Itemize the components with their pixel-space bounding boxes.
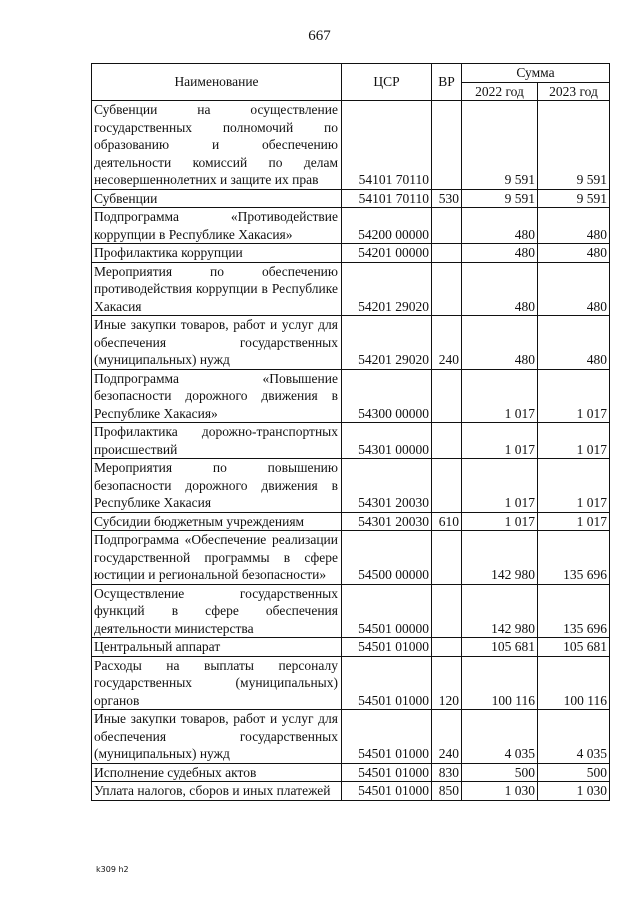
row-amount-2022-cell: 142 980 [462, 531, 538, 585]
row-csr-cell: 54501 01000 [342, 710, 432, 764]
row-vr-cell [432, 101, 462, 190]
row-amount-2022-cell: 9 591 [462, 189, 538, 208]
table-row [92, 710, 610, 764]
row-vr-cell: 610 [432, 512, 462, 531]
table-row [92, 423, 610, 459]
row-csr-cell: 54501 01000 [342, 656, 432, 710]
row-csr-cell: 54500 00000 [342, 531, 432, 585]
row-amount-2022-cell: 9 591 [462, 101, 538, 190]
row-name-cell: Субсидии бюджетным учреждениям [92, 512, 342, 531]
row-vr-cell [432, 369, 462, 423]
row-amount-2022-cell: 480 [462, 208, 538, 244]
footer-code: k309 h2 [96, 865, 129, 874]
row-csr-cell: 54501 01000 [342, 782, 432, 801]
row-csr-cell: 54501 00000 [342, 584, 432, 638]
table-row [92, 244, 610, 263]
table-row [92, 101, 610, 190]
row-name-cell: Уплата налогов, сборов и иных платежей [92, 782, 342, 801]
row-amount-2022-cell: 500 [462, 763, 538, 782]
row-amount-2022-cell: 1 017 [462, 369, 538, 423]
row-csr-cell: 54301 00000 [342, 423, 432, 459]
row-csr-cell: 54301 20030 [342, 459, 432, 513]
row-vr-cell [432, 531, 462, 585]
row-name-cell: Центральный аппарат [92, 638, 342, 657]
row-vr-cell [432, 423, 462, 459]
row-amount-2022-cell: 480 [462, 316, 538, 370]
row-csr-cell: 54501 01000 [342, 638, 432, 657]
row-amount-2022-cell: 105 681 [462, 638, 538, 657]
row-name-cell: Профилактика дорожно-транспортных происшествий [92, 423, 342, 459]
table-row [92, 656, 610, 710]
row-name-cell: Осуществление государственных функций в сфере обеспечения деятельности министерства [92, 584, 342, 638]
row-amount-2023-cell: 480 [538, 316, 610, 370]
page-number: 667 [308, 28, 331, 44]
row-amount-2023-cell: 1 030 [538, 782, 610, 801]
row-amount-2022-cell: 4 035 [462, 710, 538, 764]
table-row [92, 459, 610, 513]
row-name-cell: Подпрограмма «Повышение безопасности дорожного движения в Республике Хакасия» [92, 369, 342, 423]
row-amount-2023-cell: 1 017 [538, 369, 610, 423]
row-amount-2023-cell: 4 035 [538, 710, 610, 764]
row-vr-cell: 240 [432, 316, 462, 370]
row-amount-2023-cell: 105 681 [538, 638, 610, 657]
row-vr-cell [432, 244, 462, 263]
row-amount-2023-cell: 100 116 [538, 656, 610, 710]
row-name-cell: Подпрограмма «Противодействие коррупции в Республике Хакасия» [92, 208, 342, 244]
table-body [92, 101, 610, 801]
table-row [92, 316, 610, 370]
header-sum: Сумма [462, 64, 610, 83]
row-csr-cell: 54201 00000 [342, 244, 432, 263]
row-amount-2022-cell: 1 030 [462, 782, 538, 801]
row-amount-2022-cell: 480 [462, 262, 538, 316]
row-csr-cell: 54101 70110 [342, 101, 432, 190]
row-csr-cell: 54301 20030 [342, 512, 432, 531]
row-vr-cell: 830 [432, 763, 462, 782]
row-name-cell: Исполнение судебных актов [92, 763, 342, 782]
row-vr-cell [432, 584, 462, 638]
header-year-2023: 2023 год [538, 82, 610, 101]
row-name-cell: Профилактика коррупции [92, 244, 342, 263]
header-vr: ВР [432, 64, 462, 101]
row-csr-cell: 54501 01000 [342, 763, 432, 782]
table-row [92, 531, 610, 585]
row-csr-cell: 54300 00000 [342, 369, 432, 423]
row-amount-2023-cell: 480 [538, 244, 610, 263]
row-name-cell: Субвенции [92, 189, 342, 208]
row-vr-cell: 530 [432, 189, 462, 208]
row-csr-cell: 54201 29020 [342, 316, 432, 370]
row-vr-cell [432, 638, 462, 657]
row-amount-2023-cell: 480 [538, 262, 610, 316]
table-row [92, 782, 610, 801]
table-row [92, 262, 610, 316]
row-name-cell: Расходы на выплаты персоналу государственных (муниципальных) органов [92, 656, 342, 710]
row-amount-2023-cell: 1 017 [538, 512, 610, 531]
row-amount-2022-cell: 1 017 [462, 512, 538, 531]
row-vr-cell [432, 208, 462, 244]
row-name-cell: Подпрограмма «Обеспечение реализации государственной программы в сфере юстиции и региональной безопасности» [92, 531, 342, 585]
row-vr-cell [432, 459, 462, 513]
table-row [92, 763, 610, 782]
table-row [92, 189, 610, 208]
row-amount-2022-cell: 100 116 [462, 656, 538, 710]
row-amount-2023-cell: 135 696 [538, 584, 610, 638]
header-name: Наименование [92, 64, 342, 101]
table-row [92, 584, 610, 638]
row-amount-2022-cell: 142 980 [462, 584, 538, 638]
row-amount-2022-cell: 480 [462, 244, 538, 263]
table-row [92, 369, 610, 423]
row-amount-2023-cell: 135 696 [538, 531, 610, 585]
budget-table [91, 63, 610, 801]
table-row [92, 638, 610, 657]
row-name-cell: Мероприятия по обеспечению противодействия коррупции в Республике Хакасия [92, 262, 342, 316]
row-vr-cell: 850 [432, 782, 462, 801]
row-amount-2023-cell: 500 [538, 763, 610, 782]
header-csr: ЦСР [342, 64, 432, 101]
row-amount-2023-cell: 9 591 [538, 189, 610, 208]
header-year-2022: 2022 год [462, 82, 538, 101]
row-csr-cell: 54201 29020 [342, 262, 432, 316]
row-vr-cell [432, 262, 462, 316]
row-csr-cell: 54200 00000 [342, 208, 432, 244]
row-vr-cell: 240 [432, 710, 462, 764]
row-name-cell: Мероприятия по повышению безопасности дорожного движения в Республике Хакасия [92, 459, 342, 513]
row-amount-2022-cell: 1 017 [462, 459, 538, 513]
row-amount-2023-cell: 1 017 [538, 459, 610, 513]
table-row [92, 208, 610, 244]
row-name-cell: Субвенции на осуществление государственных полномочий по образованию и обеспечению деятельности комиссий по делам несовершеннолетних и защите их прав [92, 101, 342, 190]
row-name-cell: Иные закупки товаров, работ и услуг для обеспечения государственных (муниципальных) нужд [92, 710, 342, 764]
row-vr-cell: 120 [432, 656, 462, 710]
row-amount-2023-cell: 9 591 [538, 101, 610, 190]
row-name-cell: Иные закупки товаров, работ и услуг для обеспечения государственных (муниципальных) нужд [92, 316, 342, 370]
table-row [92, 512, 610, 531]
row-csr-cell: 54101 70110 [342, 189, 432, 208]
row-amount-2022-cell: 1 017 [462, 423, 538, 459]
row-amount-2023-cell: 1 017 [538, 423, 610, 459]
table-header [92, 64, 610, 101]
row-amount-2023-cell: 480 [538, 208, 610, 244]
